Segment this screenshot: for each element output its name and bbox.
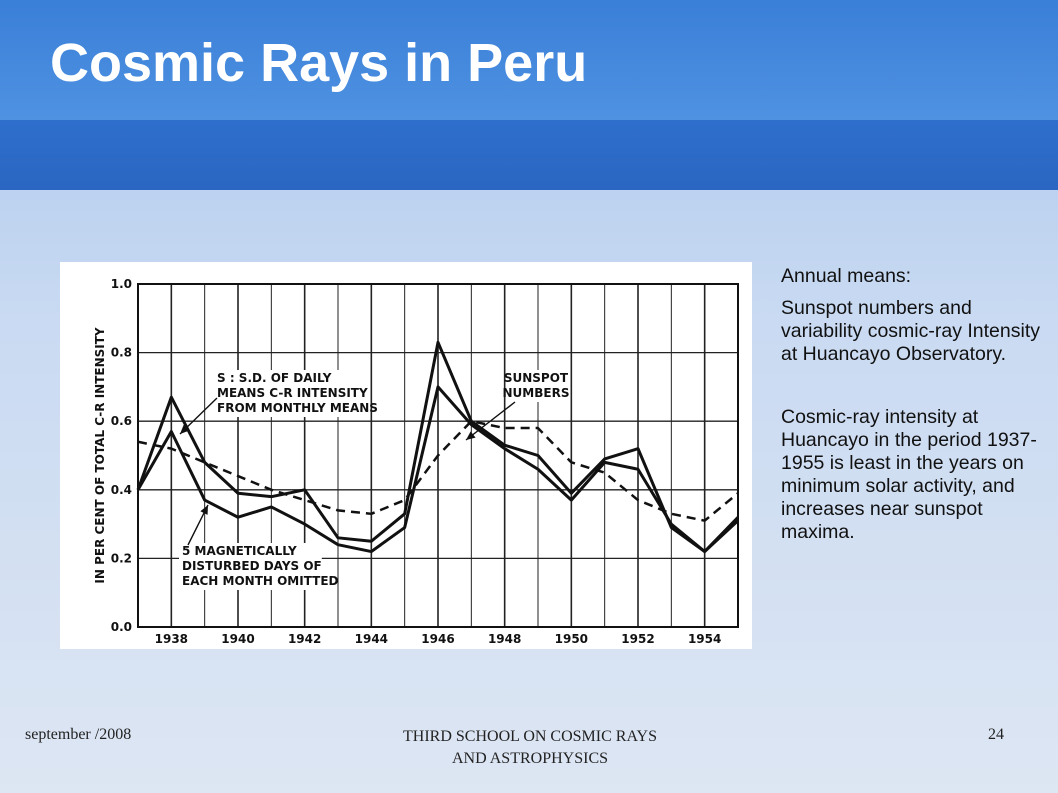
y-tick-label: 0.8 <box>110 345 132 360</box>
annotation-text: S : S.D. OF DAILY <box>217 371 332 385</box>
annotation-text: SUNSPOT <box>503 371 569 385</box>
annotation-text: NUMBERS <box>502 386 570 400</box>
annotation-text: 5 MAGNETICALLY <box>182 544 297 558</box>
annotation-arrowhead <box>466 431 476 440</box>
x-tick-label: 1954 <box>687 632 722 646</box>
annotation-text: DISTURBED DAYS OF <box>182 559 322 573</box>
side-paragraph-2: Cosmic-ray intensity at Huancayo in the period 1937-1955 is least in the years on minimum solar activity, and increases near sunspot maxima. <box>781 406 1037 543</box>
x-tick-label: 1940 <box>221 632 255 646</box>
y-axis-label: IN PER CENT OF TOTAL C-R INTENSITY <box>93 327 107 584</box>
x-tick-label: 1952 <box>621 632 655 646</box>
slide-title: Cosmic Rays in Peru <box>50 33 588 93</box>
annotation-text: FROM MONTHLY MEANS <box>217 401 378 415</box>
y-tick-label: 0.2 <box>110 551 132 566</box>
x-tick-label: 1938 <box>154 632 189 646</box>
x-tick-label: 1942 <box>287 632 322 646</box>
side-text <box>781 265 1053 553</box>
side-heading: Annual means: <box>781 265 912 287</box>
annotation-text: EACH MONTH OMITTED <box>182 574 339 588</box>
side-paragraph-1: Sunspot numbers and variability cosmic-ray Intensity at Huancayo Observatory. <box>781 297 1040 365</box>
x-tick-label: 1944 <box>354 632 389 646</box>
y-tick-label: 0.0 <box>110 620 132 634</box>
x-tick-label: 1948 <box>487 632 522 646</box>
y-tick-label: 0.4 <box>110 482 132 497</box>
y-tick-label: 0.6 <box>110 414 132 429</box>
cosmic-ray-chart <box>60 262 752 649</box>
x-tick-label: 1946 <box>421 632 455 646</box>
footer-date: september /2008 <box>25 726 132 743</box>
footer-title-line1: THIRD SCHOOL ON COSMIC RAYS <box>403 728 657 745</box>
annotation-text: MEANS C-R INTENSITY <box>217 386 368 400</box>
x-tick-label: 1950 <box>554 632 589 646</box>
slide-number: 24 <box>988 726 1004 743</box>
chart-panel <box>60 262 752 649</box>
footer-title <box>370 726 690 770</box>
y-tick-label: 1.0 <box>110 277 132 291</box>
title-band-lower <box>0 120 1058 190</box>
footer-title-line2: AND ASTROPHYSICS <box>451 750 609 767</box>
